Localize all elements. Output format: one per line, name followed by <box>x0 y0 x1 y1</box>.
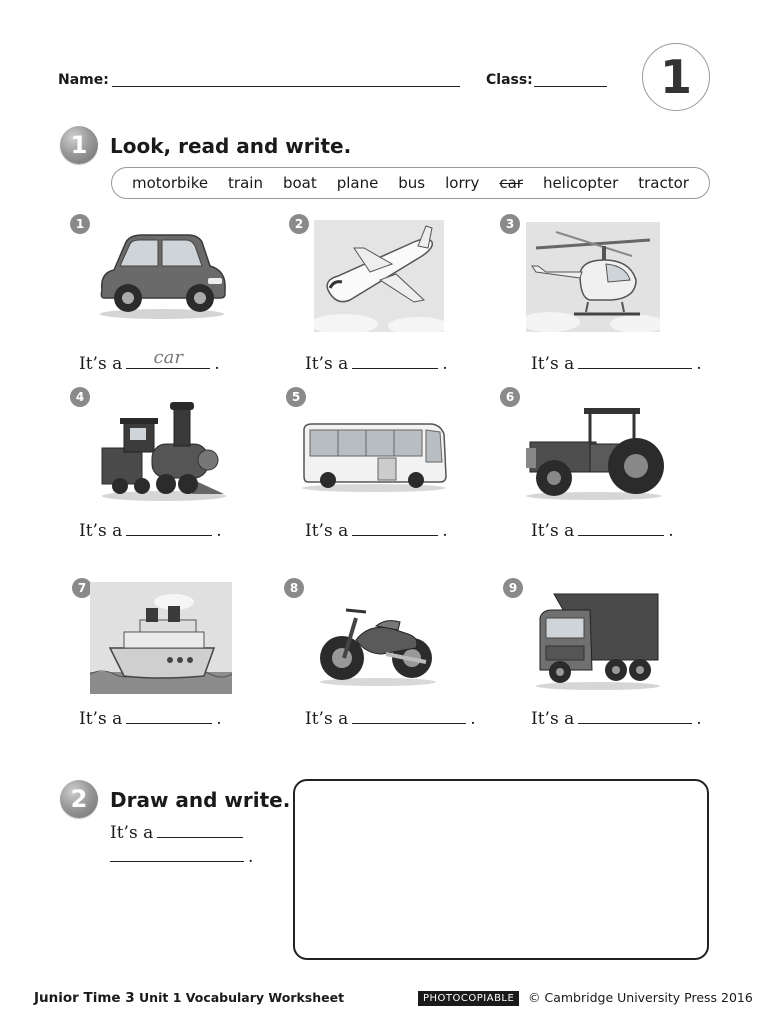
item-sentence <box>305 708 476 729</box>
name-line[interactable] <box>112 86 460 87</box>
item-sentence <box>305 353 448 374</box>
drawing-area[interactable] <box>293 779 709 960</box>
sentence-end: . <box>442 354 448 374</box>
item-number-badge: 9 <box>503 578 523 598</box>
copyright: © Cambridge University Press 2016 <box>528 990 753 1005</box>
sentence-end: . <box>216 521 222 541</box>
word-bank-item: boat <box>282 174 317 192</box>
sentence-end: . <box>442 521 448 541</box>
car-icon <box>92 228 232 320</box>
exercise-1-badge: 1 <box>60 126 98 164</box>
sentence-end: . <box>470 709 476 729</box>
item-number-badge: 6 <box>500 387 520 407</box>
sentence-end: . <box>214 354 220 374</box>
sentence-prompt: It’s a <box>531 521 575 541</box>
item-sentence <box>531 708 702 729</box>
unit-number-badge: 1 <box>642 43 710 111</box>
photocopiable-badge: PHOTOCOPIABLE <box>418 991 519 1006</box>
bus-icon <box>298 418 450 492</box>
class-label: Class: <box>486 72 533 88</box>
series-name: Junior Time 3 <box>34 990 135 1006</box>
word-bank-item: lorry <box>445 174 480 192</box>
footer-title <box>34 990 344 1006</box>
train-icon <box>96 398 230 502</box>
answer-blank[interactable] <box>126 347 210 369</box>
answer-blank[interactable] <box>352 353 438 369</box>
answer-blank[interactable] <box>352 708 466 724</box>
word-bank-item: tractor <box>638 174 689 192</box>
answer-blank[interactable] <box>126 520 212 536</box>
tractor-icon <box>520 404 666 500</box>
exercise-1-title: Look, read and write. <box>110 134 352 158</box>
sentence-prompt: It’s a <box>531 354 575 374</box>
sentence-prompt: It’s a <box>110 823 154 843</box>
answer-blank[interactable] <box>578 353 692 369</box>
item-number-badge: 8 <box>284 578 304 598</box>
item-number-badge: 1 <box>70 214 90 234</box>
boat-icon <box>90 582 232 694</box>
sentence-end: . <box>216 709 222 729</box>
sentence-end: . <box>696 709 702 729</box>
item-number-badge: 4 <box>70 387 90 407</box>
name-label: Name: <box>58 72 109 88</box>
sentence-prompt: It’s a <box>305 709 349 729</box>
item-sentence <box>79 347 220 374</box>
answer-blank[interactable] <box>352 520 438 536</box>
sentence-prompt: It’s a <box>531 709 575 729</box>
word-bank-item: plane <box>336 174 379 192</box>
answer-blank[interactable] <box>157 822 243 838</box>
sentence-prompt: It’s a <box>79 354 123 374</box>
motorbike-icon <box>316 598 438 686</box>
answer-blank[interactable] <box>578 708 692 724</box>
item-sentence <box>79 708 222 729</box>
answer-blank[interactable] <box>110 846 244 862</box>
word-bank <box>111 167 710 199</box>
item-number-badge: 5 <box>286 387 306 407</box>
item-number-badge: 3 <box>500 214 520 234</box>
word-bank-item: motorbike <box>131 174 209 192</box>
sentence-prompt: It’s a <box>79 521 123 541</box>
draw-sentence-line2 <box>110 846 253 867</box>
item-number-badge: 7 <box>72 578 92 598</box>
sentence-end: . <box>668 521 674 541</box>
sentence-prompt: It’s a <box>305 354 349 374</box>
sentence-end: . <box>696 354 702 374</box>
word-bank-item: bus <box>398 174 426 192</box>
exercise-2-badge: 2 <box>60 780 98 818</box>
sentence-prompt: It’s a <box>305 521 349 541</box>
worksheet-name: Unit 1 Vocabulary Worksheet <box>139 990 345 1005</box>
word-bank-item: helicopter <box>542 174 619 192</box>
class-line[interactable] <box>534 86 607 87</box>
lorry-icon <box>532 590 664 690</box>
plane-icon <box>314 220 444 332</box>
sentence-end: . <box>248 847 254 867</box>
item-sentence <box>531 353 702 374</box>
word-bank-item-struck: car <box>499 174 523 192</box>
answer-blank[interactable] <box>126 708 212 724</box>
sentence-prompt: It’s a <box>79 709 123 729</box>
item-number-badge: 2 <box>289 214 309 234</box>
item-sentence <box>305 520 448 541</box>
word-bank-item: train <box>228 174 263 192</box>
item-sentence <box>531 520 674 541</box>
answer-blank[interactable] <box>578 520 664 536</box>
helicopter-icon <box>526 222 660 332</box>
draw-sentence-line1 <box>110 822 247 843</box>
answer-text: car <box>153 347 183 368</box>
exercise-2-title: Draw and write. <box>110 788 291 812</box>
item-sentence <box>79 520 222 541</box>
